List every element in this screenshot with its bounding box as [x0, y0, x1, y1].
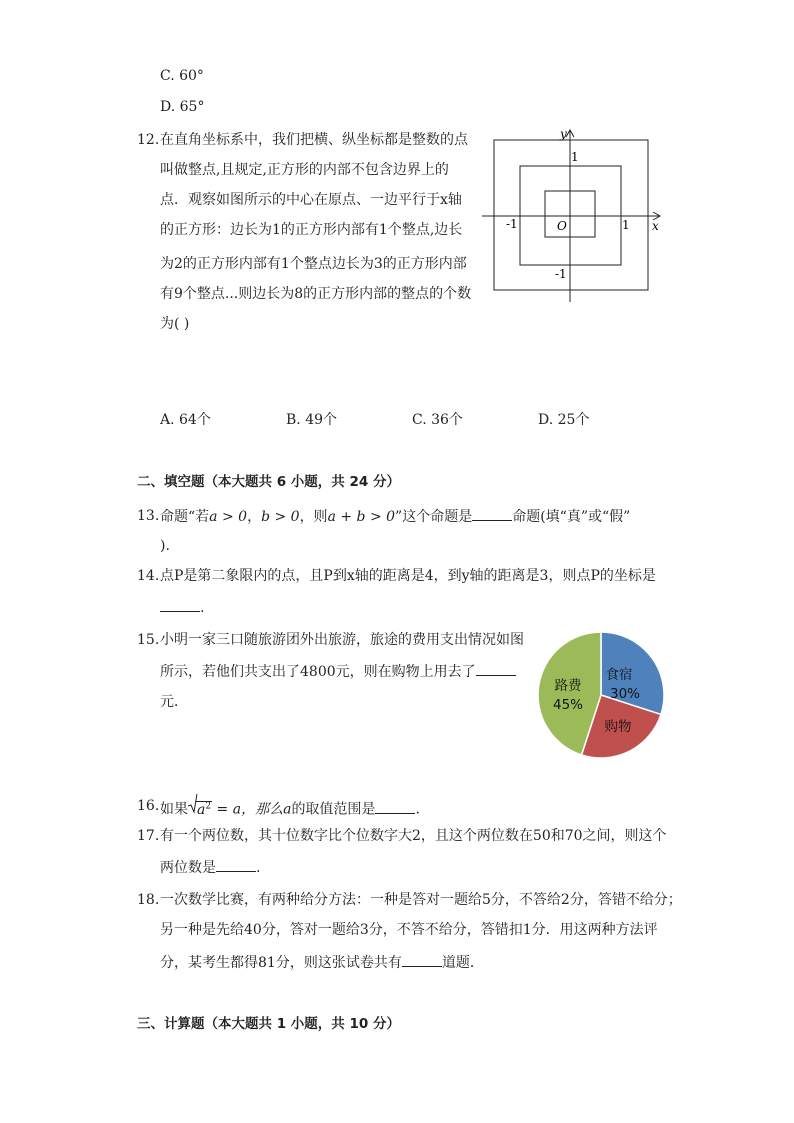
q18-answer-blank — [402, 952, 442, 967]
q12-number: 12. — [137, 132, 160, 148]
q12-line-4: 的正方形：边长为1的正方形内部有1个整点,边长 — [160, 222, 463, 238]
q12-line-3: 点．观察如图所示的中心在原点、一边平行于x轴 — [160, 192, 462, 208]
q16-line-1: 如果 $a^2 = a$，那么a的取值范围是 . — [160, 796, 420, 820]
q12-line-1: 在直角坐标系中，我们把横、纵坐标都是整数的点 — [160, 132, 468, 148]
q12-option-c: C. 36个 — [412, 412, 463, 428]
q12-line-2: 叫做整点,且规定,正方形的内部不包含边界上的 — [160, 162, 449, 178]
slice-value-travel: 45% — [552, 697, 584, 713]
q17-line-1: 有一个两位数，其十位数字比个位数字大2，且这个两位数在50和70之间，则这个 — [160, 828, 667, 844]
q18-line-1: 一次数学比赛，有两种给分方法：一种是答对一题给5分，不答给2分，答错不给分； — [160, 892, 682, 908]
slice-label-lodging: 食宿 — [605, 667, 633, 683]
slice-label-travel: 路费 — [554, 678, 582, 694]
q15-number: 15. — [137, 632, 160, 648]
q17-line-2: 两位数是 . — [160, 857, 260, 878]
section-3-heading: 三、计算题（本大题共 1 小题，共 10 分） — [137, 1016, 400, 1032]
q12-option-a: A. 64个 — [160, 412, 211, 428]
slice-label-shopping: 购物 — [604, 719, 632, 735]
q13-line-2: ). — [160, 538, 170, 554]
sqrt-expression: $a^2$ — [188, 796, 212, 820]
q17-answer-blank — [216, 857, 256, 872]
q12-line-6: 有9个整点...则边长为8的正方形内部的整点的个数 — [160, 286, 472, 302]
q15-line-3: 元． — [160, 694, 188, 710]
q14-answer-blank — [160, 597, 200, 612]
q11-option-d: D. 65° — [160, 99, 205, 115]
q18-line-3: 分，某考生都得81分，则这张试卷共有 道题． — [160, 952, 484, 973]
q12-option-b: B. 49个 — [286, 412, 338, 428]
q14-number: 14. — [137, 568, 160, 584]
y-axis-label: y — [560, 127, 567, 141]
q12-coordinate-figure — [478, 126, 668, 308]
q15-line-1: 小明一家三口随旅游团外出旅游，旅途的费用支出情况如图 — [160, 632, 524, 648]
q12-option-d: D. 25个 — [538, 412, 590, 428]
q14-line-1: 点P是第二象限内的点，且P到x轴的距离是4，到y轴的距离是3，则点P的坐标是 — [160, 568, 656, 584]
q18-line-2: 另一种是先给40分，答对一题给3分，不答不给分，答错扣1分．用这两种方法评 — [160, 922, 658, 938]
x-axis-label: x — [652, 219, 659, 233]
q11-option-c: C. 60° — [160, 68, 204, 84]
q15-answer-blank — [476, 661, 516, 676]
tick-label-x-neg: -1 — [506, 217, 518, 231]
section-2-heading: 二、填空题（本大题共 6 小题，共 24 分） — [137, 474, 400, 490]
slice-value-lodging: 30% — [609, 686, 641, 702]
tick-label-x-pos: 1 — [622, 218, 630, 232]
q13-line-1: 命题“若a > 0，b > 0，则a + b > 0”这个命题是 命题(填“真”或“假” — [160, 506, 630, 527]
q14-line-2: . — [160, 597, 204, 618]
q15-line-2: 所示，若他们共支出了4800元，则在购物上用去了 — [160, 661, 516, 682]
q12-line-7: 为( ) — [160, 316, 190, 332]
tick-label-y-pos: 1 — [571, 150, 579, 164]
tick-label-y-neg: -1 — [555, 267, 567, 281]
origin-label: O — [557, 219, 567, 233]
sqrt-sign-icon — [188, 794, 198, 814]
q16-answer-blank — [375, 799, 415, 814]
q16-number: 16. — [137, 798, 160, 814]
q12-line-5: 为2的正方形内部有1个整点边长为3的正方形内部 — [160, 256, 467, 272]
q18-number: 18. — [137, 892, 160, 908]
q13-answer-blank — [472, 506, 512, 521]
q13-number: 13. — [137, 508, 160, 524]
q15-pie-chart — [534, 628, 668, 762]
q17-number: 17. — [137, 828, 160, 844]
